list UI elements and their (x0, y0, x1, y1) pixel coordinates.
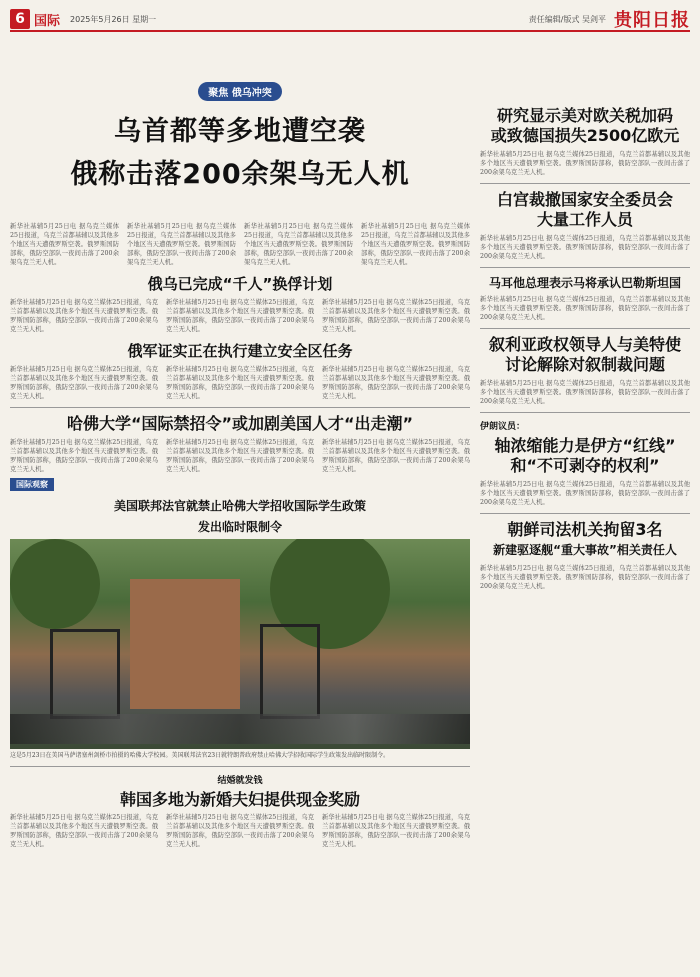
main-headline-line1: 乌首都等多地遭空袭 (114, 116, 366, 147)
story-text: 新华社基辅5月25日电 据乌克兰媒体25日报道，乌克兰首都基辅以及其他多个地区当天遭俄罗斯空袭。俄罗斯国防部称，俄防空部队一夜间击落了200余架乌克兰无人机。 (322, 299, 470, 333)
story-text: 新华社基辅5月25日电 据乌克兰媒体25日报道，乌克兰首都基辅以及其他多个地区当天遭俄罗斯空袭。俄罗斯国防部称，俄防空部队一夜间击落了200余架乌克兰无人机。 (322, 366, 470, 400)
page-header (10, 8, 690, 32)
photo-caption: 这是5月23日在美国马萨诸塞州剑桥市拍摄的哈佛大学校园。美国联邦法官23日就特朗普政府禁止哈佛大学招收国际学生政策发出临时限制令。 (10, 752, 390, 759)
syria-headline-line1: 叙利亚政权领导人与美特使 (488, 335, 681, 354)
story-text: 新华社基辅5月25日电 据乌克兰媒体25日报道，乌克兰首都基辅以及其他多个地区当天遭俄罗斯空袭。俄罗斯国防部称，俄防空部队一夜间击落了200余架乌克兰无人机。 (10, 814, 158, 848)
dprk-headline-line1: 朝鲜司法机关拘留3名 (507, 520, 663, 539)
focus-block (10, 82, 470, 222)
story-text: 新华社基辅5月25日电 据乌克兰媒体25日报道，乌克兰首都基辅以及其他多个地区当天遭俄罗斯空袭。俄罗斯国防部称，俄防空部队一夜间击落了200余架乌克兰无人机。 (10, 366, 158, 400)
photo-headline-line1: 美国联邦法官就禁止哈佛大学招收国际学生政策 (113, 499, 366, 513)
story-text: 新华社基辅5月25日电 据乌克兰媒体25日报道，乌克兰首都基辅以及其他多个地区当天遭俄罗斯空袭。俄罗斯国防部称，俄防空部队一夜间击落了200余架乌克兰无人机。 (166, 299, 314, 333)
main-story-text (10, 222, 470, 267)
right-column (480, 66, 690, 591)
section-title: 国际 (34, 13, 61, 29)
story-text: 新华社基辅5月25日电 据乌克兰媒体25日报道，乌克兰首都基辅以及其他多个地区当天遭俄罗斯空袭。俄罗斯国防部称，俄防空部队一夜间击落了200余架乌克兰无人机。 (166, 814, 314, 848)
story-text: 新华社基辅5月25日电 据乌克兰媒体25日报道，乌克兰首都基辅以及其他多个地区当天遭俄罗斯空袭。俄罗斯国防部称，俄防空部队一夜间击落了200余架乌克兰无人机。 (166, 439, 314, 473)
story-text: 新华社基辅5月25日电 据乌克兰媒体25日报道，乌克兰首都基辅以及其他多个地区当天遭俄罗斯空袭。俄罗斯国防部称，俄防空部队一夜间击落了200余架乌克兰无人机。 (10, 299, 158, 333)
story-text: 新华社基辅5月25日电 据乌克兰媒体25日报道，乌克兰首都基辅以及其他多个地区当天遭俄罗斯空袭。俄罗斯国防部称，俄防空部队一夜间击落了200余架乌克兰无人机。 (322, 439, 470, 473)
story-text: 新华社基辅5月25日电 据乌克兰媒体25日报道，乌克兰首都基辅以及其他多个地区当天遭俄罗斯空袭。俄罗斯国防部称，俄防空部队一夜间击落了200余架乌克兰无人机。 (127, 223, 236, 266)
story-text: 新华社基辅5月25日电 据乌克兰媒体25日报道，乌克兰首都基辅以及其他多个地区当天遭俄罗斯空袭。俄罗斯国防部称，俄防空部队一夜间击落了200余架乌克兰无人机。 (480, 481, 690, 506)
iran-headline-line1: 轴浓缩能力是伊方“红线” (494, 436, 676, 455)
issue-date: 2025年5月26日 星期一 (70, 14, 157, 24)
story-text: 新华社基辅5月25日电 据乌克兰媒体25日报道，乌克兰首都基辅以及其他多个地区当天遭俄罗斯空袭。俄罗斯国防部称，俄防空部队一夜间击落了200余架乌克兰无人机。 (361, 223, 470, 266)
story-text: 新华社基辅5月25日电 据乌克兰媒体25日报道，乌克兰首都基辅以及其他多个地区当天遭俄罗斯空袭。俄罗斯国防部称，俄防空部队一夜间击落了200余架乌克兰无人机。 (480, 296, 690, 321)
dprk-headline-line2: 新建驱逐舰“重大事故”相关责任人 (493, 543, 677, 557)
page-number: 6 (10, 9, 30, 29)
harvard-headline: 哈佛大学“国际禁招令”或加剧美国人才“出走潮” (66, 414, 414, 433)
subhead-security-zone: 俄军证实正在执行建立安全区任务 (127, 342, 353, 360)
korea-text (10, 813, 470, 849)
newspaper-brand: 贵阳日报 (614, 10, 690, 31)
focus-tag: 聚焦 俄乌冲突 (198, 82, 281, 101)
photo-headline-line2: 发出临时限制令 (197, 520, 282, 534)
story-text: 新华社基辅5月25日电 据乌克兰媒体25日报道，乌克兰首都基辅以及其他多个地区当天遭俄罗斯空袭。俄罗斯国防部称，俄防空部队一夜间击落了200余架乌克兰无人机。 (322, 814, 470, 848)
story-text: 新华社基辅5月25日电 据乌克兰媒体25日报道，乌克兰首都基辅以及其他多个地区当天遭俄罗斯空袭。俄罗斯国防部称，俄防空部队一夜间击落了200余架乌克兰无人机。 (480, 151, 690, 176)
tariff-headline-line2: 或致德国损失2500亿欧元 (490, 126, 680, 145)
nsc-headline-line1: 白宫裁撤国家安全委员会 (496, 190, 673, 209)
story-text: 新华社基辅5月25日电 据乌克兰媒体25日报道，乌克兰首都基辅以及其他多个地区当天遭俄罗斯空袭。俄罗斯国防部称，俄防空部队一夜间击落了200余架乌克兰无人机。 (480, 235, 690, 260)
story-text: 新华社基辅5月25日电 据乌克兰媒体25日报道，乌克兰首都基辅以及其他多个地区当天遭俄罗斯空袭。俄罗斯国防部称，俄防空部队一夜间击落了200余架乌克兰无人机。 (480, 380, 690, 405)
story-text: 新华社基辅5月25日电 据乌克兰媒体25日报道，乌克兰首都基辅以及其他多个地区当天遭俄罗斯空袭。俄罗斯国防部称，俄防空部队一夜间击落了200余架乌克兰无人机。 (10, 439, 158, 473)
left-column (10, 66, 470, 849)
tariff-headline-line1: 研究显示美对欧关税加码 (496, 106, 673, 125)
nsc-headline-line2: 大量工作人员 (536, 210, 633, 229)
harvard-photo (10, 539, 470, 749)
syria-headline-line2: 讨论解除对叙制裁问题 (504, 355, 665, 374)
story-text: 新华社基辅5月25日电 据乌克兰媒体25日报道，乌克兰首都基辅以及其他多个地区当天遭俄罗斯空袭。俄罗斯国防部称，俄防空部队一夜间击落了200余架乌克兰无人机。 (480, 565, 690, 590)
story-text: 新华社基辅5月25日电 据乌克兰媒体25日报道，乌克兰首都基辅以及其他多个地区当天遭俄罗斯空袭。俄罗斯国防部称，俄防空部队一夜间击落了200余架乌克兰无人机。 (166, 366, 314, 400)
korea-kicker: 结婚就发钱 (217, 776, 263, 786)
main-headline-line2: 俄称击落200余架乌无人机 (70, 159, 410, 190)
editor-credit: 责任编辑/版式 吴剑平 (528, 14, 606, 24)
iran-kicker: 伊朗议员： (480, 422, 526, 432)
korea-headline: 韩国多地为新婚夫妇提供现金奖励 (119, 790, 360, 809)
zone-text (10, 365, 470, 401)
iran-headline-line2: 和“不可剥夺的权利” (510, 456, 660, 475)
story-text: 新华社基辅5月25日电 据乌克兰媒体25日报道，乌克兰首都基辅以及其他多个地区当天遭俄罗斯空袭。俄罗斯国防部称，俄防空部队一夜间击落了200余架乌克兰无人机。 (244, 223, 353, 266)
subhead-prisoner-swap: 俄乌已完成“千人”换俘计划 (147, 275, 333, 293)
malta-headline: 马耳他总理表示马将承认巴勒斯坦国 (488, 276, 681, 290)
harvard-text (10, 438, 470, 474)
swap-text (10, 298, 470, 334)
section-label: 国际观察 (10, 478, 54, 491)
story-text: 新华社基辅5月25日电 据乌克兰媒体25日报道，乌克兰首都基辅以及其他多个地区当天遭俄罗斯空袭。俄罗斯国防部称，俄防空部队一夜间击落了200余架乌克兰无人机。 (10, 223, 119, 266)
